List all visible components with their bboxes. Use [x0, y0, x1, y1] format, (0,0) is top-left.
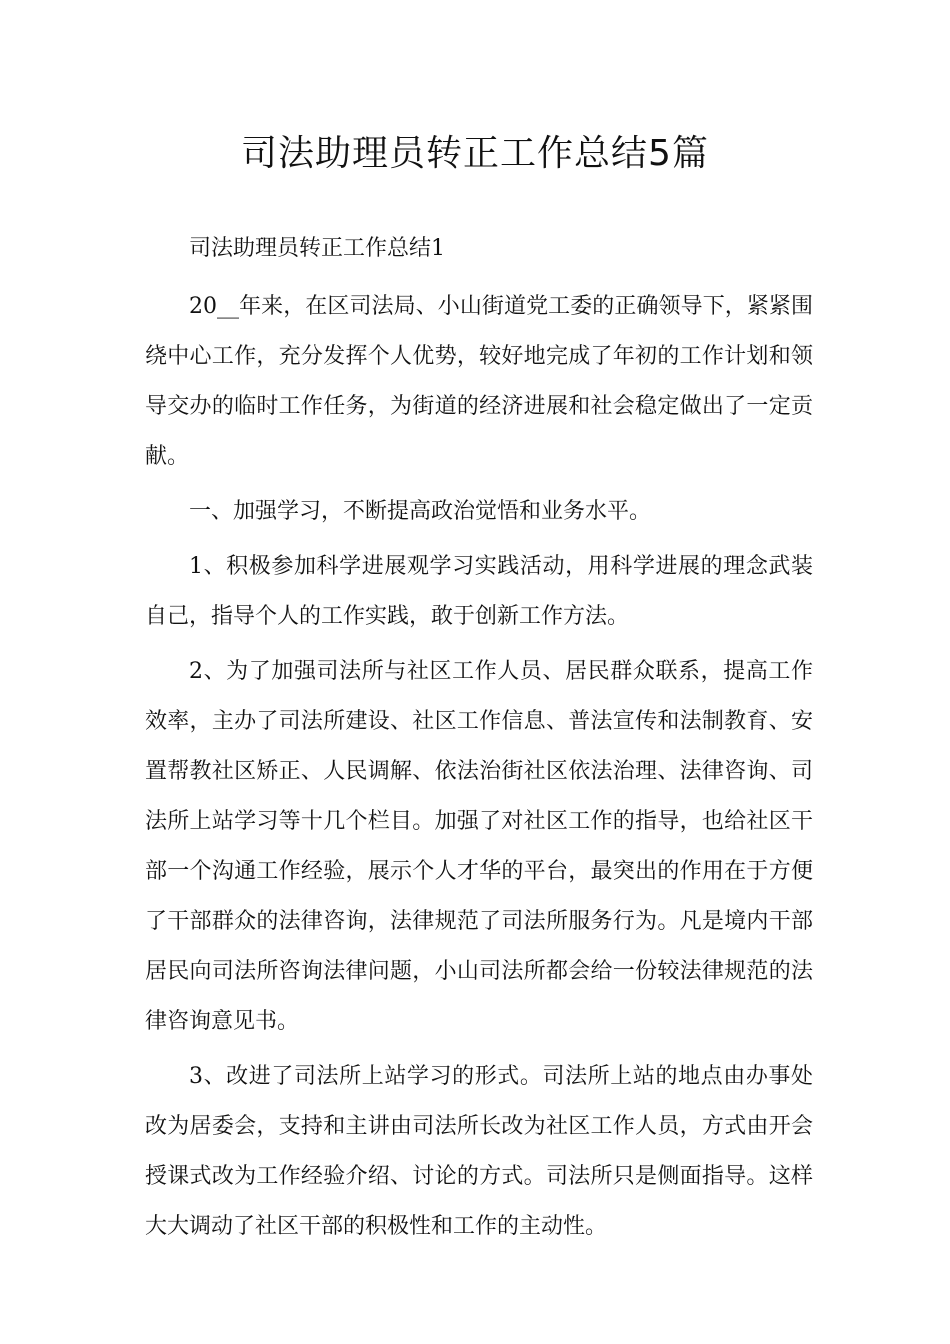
section-subtitle: 司法助理员转正工作总结1: [189, 236, 445, 261]
item-paragraph-2: 2、为了加强司法所与社区工作人员、居民群众联系，提高工作效率，主办了司法所建设、社区工作信息、普法宣传和法制教育、安置帮教社区矫正、人民调解、依法治街社区依法治理、法律咨询、司法所上站学习等十几个栏目。加强了对社区工作的指导，也给社区干部一个沟通工作经验，展示个人才华的平台，最突出的作用在于方便了干部群众的法律咨询，法律规范了司法所服务行为。凡是境内干部居民向司法所咨询法律问题，小山司法所都会给一份较法律规范的法律咨询意见书。: [145, 659, 813, 1034]
item-paragraph-3: 3、改进了司法所上站学习的形式。司法所上站的地点由办事处改为居委会，支持和主讲由司法所长改为社区工作人员，方式由开会授课式改为工作经验介绍、讨论的方式。司法所只是侧面指导。这样大大调动了社区干部的积极性和工作的主动性。: [145, 1064, 813, 1239]
intro-paragraph: 20__年来，在区司法局、小山街道党工委的正确领导下，紧紧围绕中心工作，充分发挥个人优势，较好地完成了年初的工作计划和领导交办的临时工作任务，为街道的经济进展和社会稳定做出了一定贡献。: [145, 294, 813, 469]
item-paragraph-1: 1、积极参加科学进展观学习实践活动，用科学进展的理念武装自己，指导个人的工作实践，敢于创新工作方法。: [145, 554, 813, 629]
section-heading-1: 一、加强学习，不断提高政治觉悟和业务水平。: [189, 499, 652, 524]
document-body: [145, 224, 813, 1257]
document-title: 司法助理员转正工作总结5篇: [241, 133, 709, 174]
